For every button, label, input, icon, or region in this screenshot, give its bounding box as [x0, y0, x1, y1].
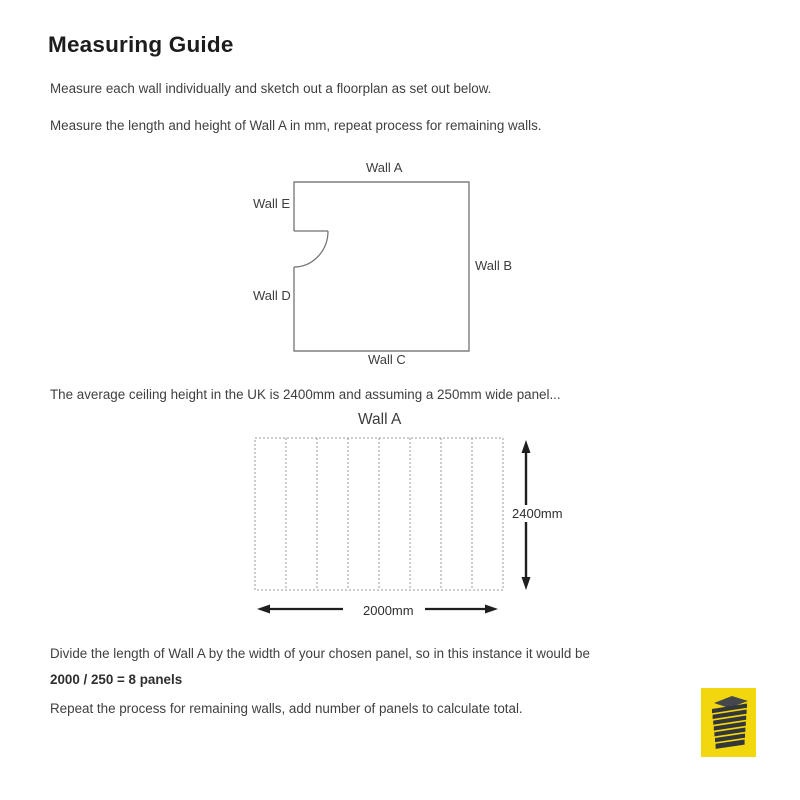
floorplan-wall-e-label: Wall E [253, 196, 291, 211]
intro-paragraph-2: Measure the length and height of Wall A in mm, repeat process for remaining walls. [50, 118, 542, 133]
height-dimension-label: 2400mm [512, 506, 563, 521]
stacked-panels-logo-icon [701, 688, 756, 757]
ceiling-note: The average ceiling height in the UK is 2400mm and assuming a 250mm wide panel... [50, 387, 561, 402]
floorplan-wall-d-label: Wall D [253, 288, 291, 303]
panel-formula: 2000 / 250 = 8 panels [50, 672, 183, 687]
panel-diagram-title: Wall A [358, 411, 402, 428]
panel-dividers [286, 438, 472, 590]
width-dimension-label: 2000mm [363, 603, 414, 618]
intro-paragraph-1: Measure each wall individually and sketch out a floorplan as set out below. [50, 81, 492, 96]
floorplan-wall-c-label: Wall C [368, 352, 406, 367]
floorplan-wall-a-label: Wall A [366, 160, 403, 175]
door-swing-arc [294, 231, 328, 267]
divide-instruction: Divide the length of Wall A by the width of your chosen panel, so in this instance it would be [50, 646, 590, 661]
room-outline [294, 182, 469, 351]
panel-layout-diagram [250, 430, 540, 622]
floorplan-wall-b-label: Wall B [475, 258, 513, 273]
repeat-instruction: Repeat the process for remaining walls, add number of panels to calculate total. [50, 701, 523, 716]
page-title: Measuring Guide [48, 32, 234, 57]
